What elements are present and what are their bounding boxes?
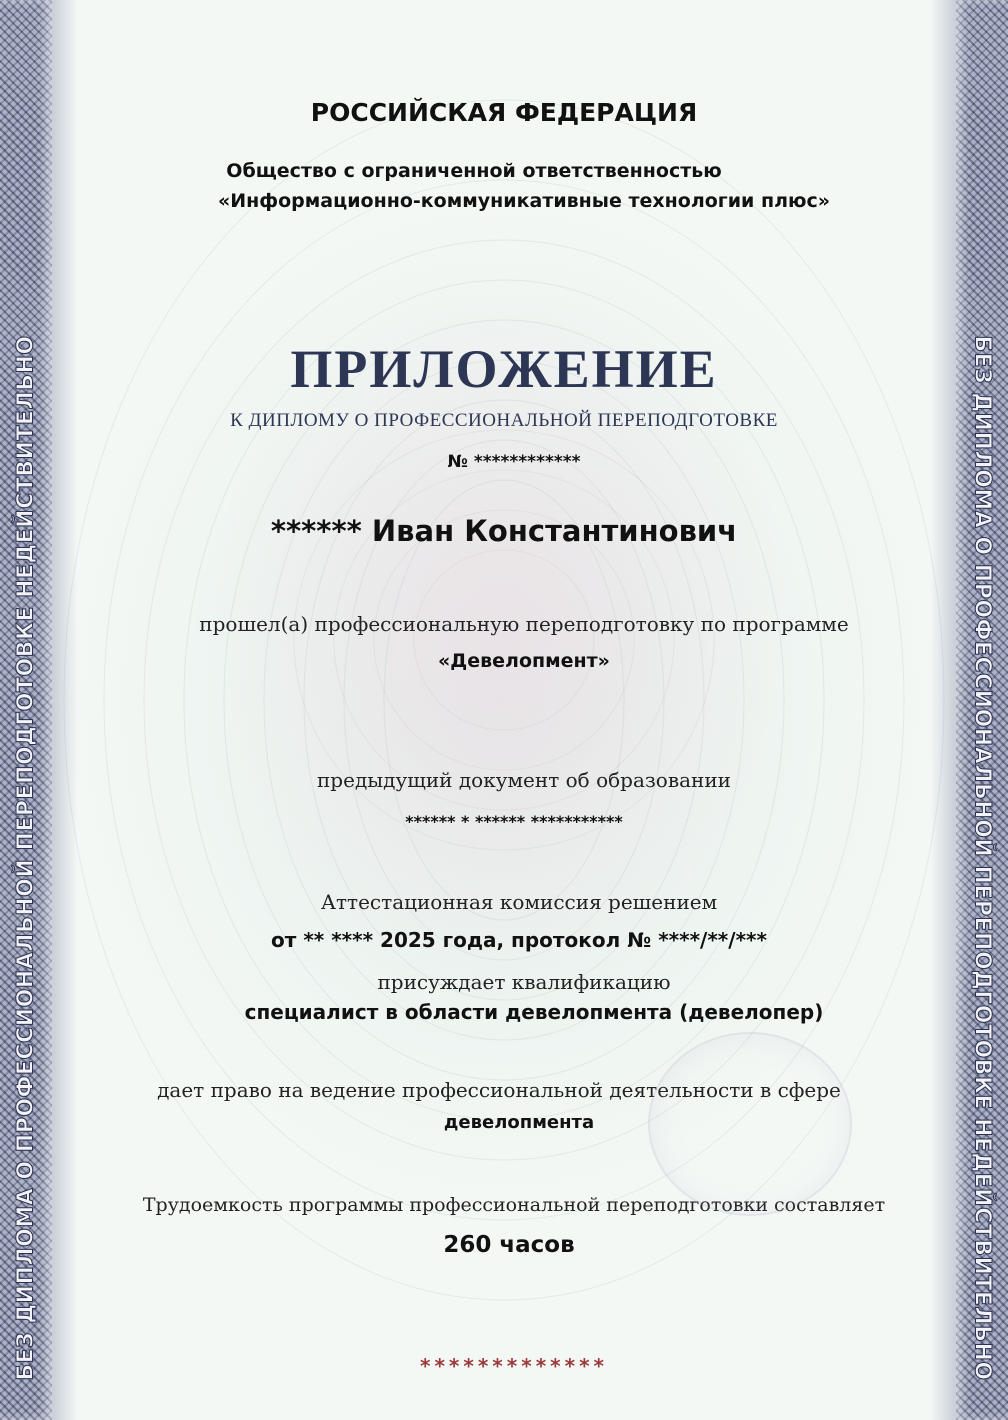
qualification-value: специалист в области девелопмента (девелопер) xyxy=(244,1000,824,1024)
hours-value: 260 часов xyxy=(443,1232,575,1258)
organization-line-2: «Информационно-коммуникативные технологии плюс» xyxy=(217,190,831,212)
commission-protocol: от ** **** 2025 года, протокол № ****/**/*** xyxy=(271,928,767,952)
hours-label: Трудоемкость программы профессиональной переподготовки составляет xyxy=(142,1194,886,1216)
qualification-label: присуждает квалификацию xyxy=(377,970,671,994)
organization-line-1: Общество с ограниченной ответственностью xyxy=(226,160,722,182)
footer-serial: ************* xyxy=(420,1354,608,1378)
right-border-caption: БЕЗ ДИПЛОМА О ПРОФЕССИОНАЛЬНОЙ ПЕРЕПОДГОТОВКЕ НЕДЕЙСТВИТЕЛЬНО xyxy=(969,335,995,1381)
left-border-caption: БЕЗ ДИПЛОМА О ПРОФЕССИОНАЛЬНОЙ ПЕРЕПОДГОТОВКЕ НЕДЕЙСТВИТЕЛЬНО xyxy=(13,335,39,1381)
professional-right-label: дает право на ведение профессиональной деятельности в сфере xyxy=(157,1078,841,1102)
commission-label: Аттестационная комиссия решением xyxy=(320,890,718,914)
faint-seal-stamp xyxy=(648,1032,852,1216)
document-number: № ************ xyxy=(447,452,581,472)
previous-education-value: ****** * ****** *********** xyxy=(405,812,623,831)
holder-name: ****** Иван Константинович xyxy=(270,514,738,548)
program-name: «Девелопмент» xyxy=(438,650,610,672)
country-title: РОССИЙСКАЯ ФЕДЕРАЦИЯ xyxy=(310,98,698,127)
program-intro: прошел(а) профессиональную переподготовку по программе xyxy=(199,612,849,636)
professional-right-value: девелопмента xyxy=(443,1112,595,1133)
document-title: ПРИЛОЖЕНИЕ xyxy=(290,339,718,399)
document-subtitle: К ДИПЛОМУ О ПРОФЕССИОНАЛЬНОЙ ПЕРЕПОДГОТОВКЕ xyxy=(230,410,778,431)
previous-education-label: предыдущий документ об образовании xyxy=(316,768,732,792)
